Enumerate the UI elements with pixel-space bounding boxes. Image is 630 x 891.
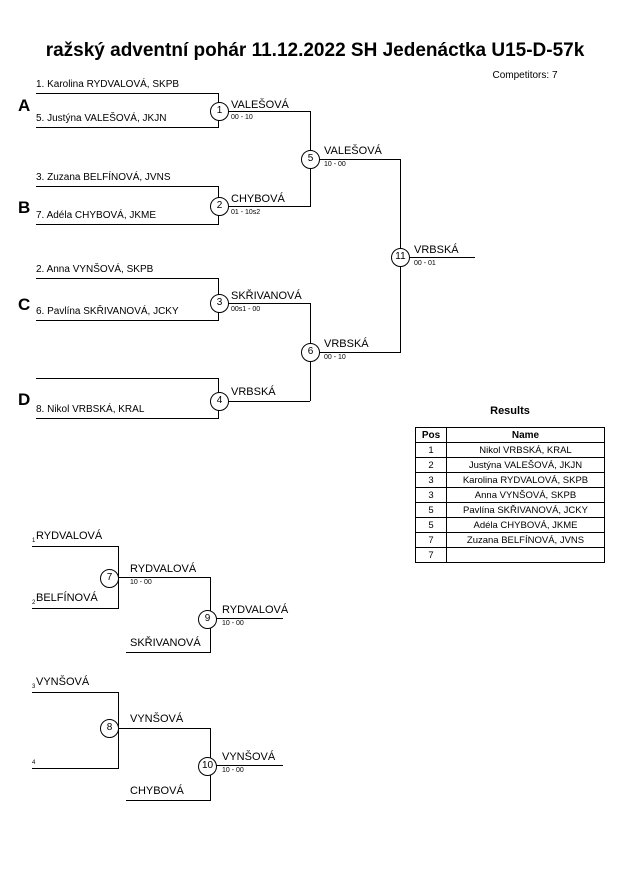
result-pos: 7 <box>416 533 447 548</box>
match-score-7: 10 - 00 <box>130 579 152 586</box>
repechage-line-2 <box>32 608 118 609</box>
table-row <box>416 443 605 458</box>
result-name: Karolina RYDVALOVÁ, SKPB <box>447 473 605 488</box>
table-row <box>416 548 605 563</box>
result-pos: 2 <box>416 458 447 473</box>
result-name: Nikol VRBSKÁ, KRAL <box>447 443 605 458</box>
result-name: Pavlína SKŘIVANOVÁ, JCKY <box>447 503 605 518</box>
match-node-3[interactable]: 3 <box>210 294 229 313</box>
match-out-line-7 <box>118 577 210 578</box>
match-winner-2: CHYBOVÁ <box>231 193 285 205</box>
entrant-label-5: 2. Anna VYNŠOVÁ, SKPB <box>36 264 154 275</box>
competitors-count: Competitors: 7 <box>492 70 558 81</box>
table-row <box>416 488 605 503</box>
match-node-8[interactable]: 8 <box>100 719 119 738</box>
match-winner-9: RYDVALOVÁ <box>222 604 289 616</box>
match-out-line-9 <box>216 618 283 619</box>
result-name: Adéla CHYBOVÁ, JKME <box>447 518 605 533</box>
repechage-seed-4: 3 <box>32 684 36 690</box>
match-winner-8: VYNŠOVÁ <box>130 713 184 725</box>
table-row <box>416 518 605 533</box>
repechage-seed-5: 4 <box>32 760 36 766</box>
match-score-1: 00 - 10 <box>231 114 253 121</box>
repechage-entrant-6: CHYBOVÁ <box>130 785 184 797</box>
match-winner-11: VRBSKÁ <box>414 244 459 256</box>
match-node-5[interactable]: 5 <box>301 150 320 169</box>
match-out-line-11 <box>409 257 475 258</box>
match-node-10[interactable]: 10 <box>198 757 217 776</box>
results-title: Results <box>490 405 530 417</box>
repechage-entrant-3: SKŘIVANOVÁ <box>130 637 201 649</box>
repechage-line-1 <box>32 546 118 547</box>
group-label-c: C <box>18 295 31 314</box>
entrant-line-2 <box>36 127 218 128</box>
match-winner-1: VALEŠOVÁ <box>231 99 289 111</box>
match-score-10: 10 - 00 <box>222 767 244 774</box>
result-name <box>447 548 605 563</box>
match-winner-6: VRBSKÁ <box>324 338 369 350</box>
repechage-seed-2: 2 <box>32 600 36 606</box>
table-row <box>416 533 605 548</box>
table-row <box>416 503 605 518</box>
entrant-line-4 <box>36 224 218 225</box>
results-col-pos: Pos <box>416 428 447 443</box>
match-out-line-4 <box>228 401 310 402</box>
match-score-6: 00 - 10 <box>324 354 346 361</box>
repechage-seed-1: 1 <box>32 538 36 544</box>
match-winner-3: SKŘIVANOVÁ <box>231 290 302 302</box>
repechage-entrant-2: BELFÍNOVÁ <box>36 592 98 604</box>
result-pos: 5 <box>416 518 447 533</box>
repechage-entrant-1: RYDVALOVÁ <box>36 530 103 542</box>
match-winner-4: VRBSKÁ <box>231 386 276 398</box>
result-pos: 5 <box>416 503 447 518</box>
group-label-a: A <box>18 96 31 115</box>
match-node-2[interactable]: 2 <box>210 197 229 216</box>
match-score-11: 00 - 01 <box>414 260 436 267</box>
repechage-line-6 <box>126 800 210 801</box>
result-pos: 1 <box>416 443 447 458</box>
repechage-line-4 <box>32 692 118 693</box>
match-out-line-1 <box>228 111 310 112</box>
result-name: Anna VYNŠOVÁ, SKPB <box>447 488 605 503</box>
match-score-9: 10 - 00 <box>222 620 244 627</box>
entrant-line-1 <box>36 93 218 94</box>
match-node-9[interactable]: 9 <box>198 610 217 629</box>
match-out-line-3 <box>228 303 310 304</box>
entrant-line-7 <box>36 418 218 419</box>
group-label-b: B <box>18 198 31 217</box>
entrant-label-3: 3. Zuzana BELFÍNOVÁ, JVNS <box>36 172 171 183</box>
match-node-11[interactable]: 11 <box>391 248 410 267</box>
entrant-label-2: 5. Justýna VALEŠOVÁ, JKJN <box>36 113 167 124</box>
match-node-4[interactable]: 4 <box>210 392 229 411</box>
repechage-line-3 <box>126 652 210 653</box>
group-label-d: D <box>18 390 31 409</box>
match-score-3: 00s1 - 00 <box>231 306 261 313</box>
match-score-5: 10 - 00 <box>324 161 346 168</box>
result-pos: 7 <box>416 548 447 563</box>
entrant-label-6: 6. Pavlína SKŘIVANOVÁ, JCKY <box>36 306 179 317</box>
match-node-6[interactable]: 6 <box>301 343 320 362</box>
table-row <box>416 473 605 488</box>
match-out-line-10 <box>216 765 283 766</box>
page-title: ražský adventní pohár 11.12.2022 SH Jedenáctka U15-D-57k <box>45 40 585 61</box>
repechage-line-5 <box>32 768 118 769</box>
entrant-line-6 <box>36 320 218 321</box>
match-out-line-5 <box>319 159 400 160</box>
entrant-label-4: 7. Adéla CHYBOVÁ, JKME <box>36 210 157 221</box>
match-node-1[interactable]: 1 <box>210 102 229 121</box>
result-name: Justýna VALEŠOVÁ, JKJN <box>447 458 605 473</box>
match-out-line-6 <box>319 352 400 353</box>
match-winner-5: VALEŠOVÁ <box>324 145 382 157</box>
entrant-line-bye <box>36 378 218 379</box>
match-node-7[interactable]: 7 <box>100 569 119 588</box>
result-pos: 3 <box>416 488 447 503</box>
result-name: Zuzana BELFÍNOVÁ, JVNS <box>447 533 605 548</box>
results-table <box>415 427 605 563</box>
match-winner-7: RYDVALOVÁ <box>130 563 197 575</box>
entrant-label-1: 1. Karolina RYDVALOVÁ, SKPB <box>36 79 180 90</box>
match-score-2: 01 - 10s2 <box>231 209 261 216</box>
results-col-name: Name <box>447 428 605 443</box>
repechage-entrant-4: VYNŠOVÁ <box>36 676 90 688</box>
match-out-line-8 <box>118 728 210 729</box>
results-header-row <box>416 428 605 443</box>
entrant-line-5 <box>36 278 218 279</box>
result-pos: 3 <box>416 473 447 488</box>
entrant-label-7: 8. Nikol VRBSKÁ, KRAL <box>36 404 145 415</box>
entrant-line-3 <box>36 186 218 187</box>
match-winner-10: VYNŠOVÁ <box>222 751 276 763</box>
match-out-line-2 <box>228 206 310 207</box>
table-row <box>416 458 605 473</box>
